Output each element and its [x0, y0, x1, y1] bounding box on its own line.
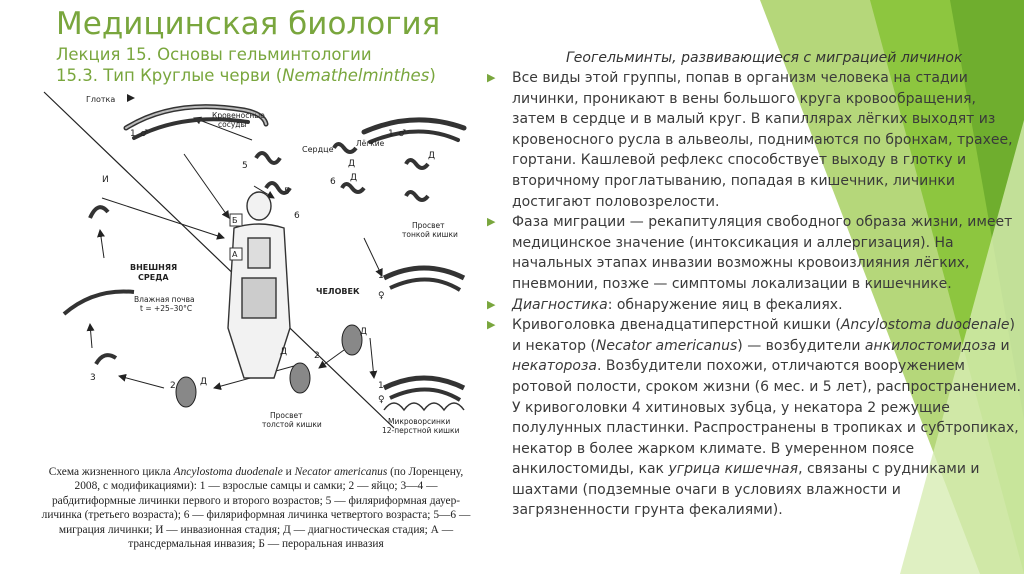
- num-5-a: 5: [242, 161, 248, 171]
- bullet-text: . Возбудители похожи, отличаются вооружением ротовой полости, сроком жизни (6 мес. и 5 лет), распространением. У кривоголовки 4 хитиновых зубца, у некатора 2 режущие полулунных пластинки. Распространены в тропиках и субтропиках, некатор в более жарком климате. В умеренном поясе анкилостомиды, как: [512, 358, 1021, 478]
- larva-5-top: [256, 153, 280, 163]
- label-villi-2: 12-перстной кишки: [382, 426, 460, 435]
- stage-B-label: Б: [232, 216, 238, 225]
- stage-D-label-5: Д: [200, 377, 208, 387]
- stage-I-label: И: [102, 175, 109, 185]
- bullet-item: [484, 212, 1022, 294]
- stage-D-label-2: Д: [428, 151, 436, 161]
- num-2-large: 2: [314, 351, 320, 361]
- bullet-item: [484, 315, 1022, 521]
- label-large-int-2: толстой кишки: [262, 420, 322, 429]
- stage-D-label-1: Д: [348, 159, 356, 169]
- label-vessels-2: сосуды: [218, 120, 247, 129]
- life-cycle-diagram: [34, 88, 474, 460]
- bullet-text: ) — возбудители: [737, 337, 865, 354]
- larva-I: [90, 207, 108, 218]
- bullet-text: : обнаружение яиц в фекалиях.: [607, 296, 843, 313]
- label-external-2: СРЕДА: [138, 273, 169, 282]
- adult-worm-small-int: [384, 268, 464, 278]
- label-large-int-1: Просвет: [270, 411, 303, 420]
- stage-D-label-3: Д: [350, 173, 358, 183]
- label-lungs: Лёгкие: [356, 139, 385, 148]
- bullet-arrow-icon: ▶: [487, 215, 496, 229]
- diagram-caption: [36, 465, 476, 551]
- larva-6-soil: [64, 291, 134, 314]
- arrow-I-to-body: [102, 198, 224, 238]
- egg-small-int: [342, 325, 362, 355]
- bullet-text: Кривоголовка двенадцатиперстной кишки (: [512, 317, 841, 334]
- content-column: [484, 48, 1022, 521]
- subtitle-line-1: Лекция 15. Основы гельминтологии: [56, 45, 372, 64]
- bullet-arrow-icon: ▶: [487, 318, 496, 332]
- subtitle-latin: Nemathelminthes: [282, 66, 430, 85]
- label-pharynx: Глотка: [86, 95, 116, 104]
- bullet-text: ) и некатор (: [512, 317, 1015, 354]
- bullet-text: Все виды этой группы, попав в организм человека на стадии личинки, проникают в вены большого круга кровообращения, затем в сердце и в малый круг. В капиллярах лёгких выходят из кровеносного русла в альвеолы, поднимаются по бронхам, трахее, гортани. Кашлевой рефлекс способствует выходу в глотку и вторичному проглатыванию, попадая в кишечник, личинки достигают половозрелости.: [512, 70, 1013, 210]
- egg-soil: [176, 377, 196, 407]
- label-human: ЧЕЛОВЕК: [316, 287, 360, 296]
- bullet-latin: Ancylostoma duodenale: [840, 317, 1010, 334]
- bullet-text: , связаны с рудниками и шахтами (подземные очаги в условиях влажности и загрязненности грунта фекалиями).: [512, 461, 980, 519]
- bullet-italic: угрица кишечная: [668, 461, 799, 478]
- arrow-egg-soil: [119, 376, 164, 388]
- caption-part-1: Схема жизненного цикла: [48, 466, 174, 478]
- larva-D-right: [406, 192, 428, 200]
- label-small-int-2: тонкой кишки: [402, 230, 458, 239]
- bullet-latin: Necator americanus: [595, 337, 738, 354]
- num-5-b: 5: [284, 187, 290, 197]
- num-6-a: 6: [330, 177, 336, 187]
- num-3: 3: [90, 373, 96, 383]
- life-cycle-svg: [34, 88, 474, 460]
- label-villi-1: Микроворсинки: [388, 417, 451, 426]
- num-6-b: 6: [294, 211, 300, 221]
- label-vessels-1: Кровеносные: [212, 111, 265, 120]
- label-soil-1: Влажная почва: [134, 295, 195, 304]
- label-small-int-1: Просвет: [412, 221, 445, 230]
- female-villi: ♀: [378, 395, 385, 405]
- section-heading: Геогельминты, развивающиеся с миграцией личинок: [566, 50, 963, 66]
- caption-latin-1: Ancylostoma duodenale: [173, 466, 283, 478]
- diagonal-line: [44, 92, 394, 428]
- larva-3: [96, 355, 116, 364]
- num-2-soil: 2: [170, 381, 176, 391]
- num-1-villi: 1: [378, 381, 384, 391]
- bullet-list: [484, 68, 1022, 521]
- label-soil-2: t = +25–30°C: [140, 304, 193, 313]
- subtitle-prefix: 15.3. Тип Круглые черви (: [56, 66, 283, 85]
- male-right: ♂: [398, 129, 407, 139]
- adult-worm-villi: [384, 378, 464, 388]
- label-heart: Сердце: [302, 145, 334, 154]
- larva-6-top: [334, 144, 356, 152]
- larva-D-top: [406, 160, 428, 168]
- num-1-right: 1: [388, 129, 394, 139]
- bullet-arrow-icon: ▶: [487, 297, 496, 311]
- subtitle-suffix: ): [429, 66, 436, 85]
- bullet-text: и: [996, 337, 1010, 354]
- num-1-top: 1: [130, 129, 136, 139]
- stage-D-label-6: Д: [280, 347, 288, 357]
- bullet-item: [484, 295, 1022, 316]
- bullet-italic: анкилостомидоза: [864, 337, 997, 354]
- bullet-italic: некатороза: [512, 358, 597, 375]
- bullet-arrow-icon: ▶: [487, 71, 496, 84]
- male-top: ♂: [140, 129, 149, 139]
- bullet-text: Фаза миграции — рекапитуляция свободного образа жизни, имеет медицинское значение (интоксикация и аллергизация). На начальных этапах инвазии возможны кровоизлияния лёгких, пневмонии, позже — симптомы локализации в кишечнике.: [512, 214, 1013, 292]
- num-1-small-int: 1: [378, 271, 384, 281]
- arrow-larva-I: [100, 230, 104, 258]
- page-title: Медицинская биология: [56, 6, 441, 42]
- arrow-larva-3: [90, 324, 92, 348]
- caption-part-3: (по Лоренцену, 2008, с модификациями): 1 — взрослые самцы и самки; 2 — яйцо; 3—4 — рабдитиформные личинки первого и второго возрастов; 5 — филяриформная дауер-личинка (третьего возраста); 6 — филяриформная личинка четвертого возраста; 5—6 — миграция личинки; И — инвазионная стадия; Д — диагностическая стадия; А — трансдермальная инвазия; Б — пероральная инвазия: [41, 466, 471, 551]
- arrow-to-villi: [370, 338, 374, 378]
- arrow-5-to-body: [184, 154, 229, 218]
- lecture-subtitle: [56, 44, 436, 86]
- caption-latin-2: Necator americanus: [294, 466, 388, 478]
- label-external-1: ВНЕШНЯЯ: [130, 263, 178, 272]
- female-small-int: ♀: [378, 291, 385, 301]
- subtitle-line-2: [56, 65, 436, 86]
- egg-large-int: [290, 363, 310, 393]
- stage-A-label: А: [232, 250, 238, 259]
- bullet-italic: Диагностика: [512, 296, 608, 313]
- larva-D-mid: [342, 184, 364, 192]
- caption-part-2: и: [282, 466, 295, 478]
- stage-D-label-4: Д: [360, 327, 368, 337]
- bullet-item: [484, 68, 1022, 212]
